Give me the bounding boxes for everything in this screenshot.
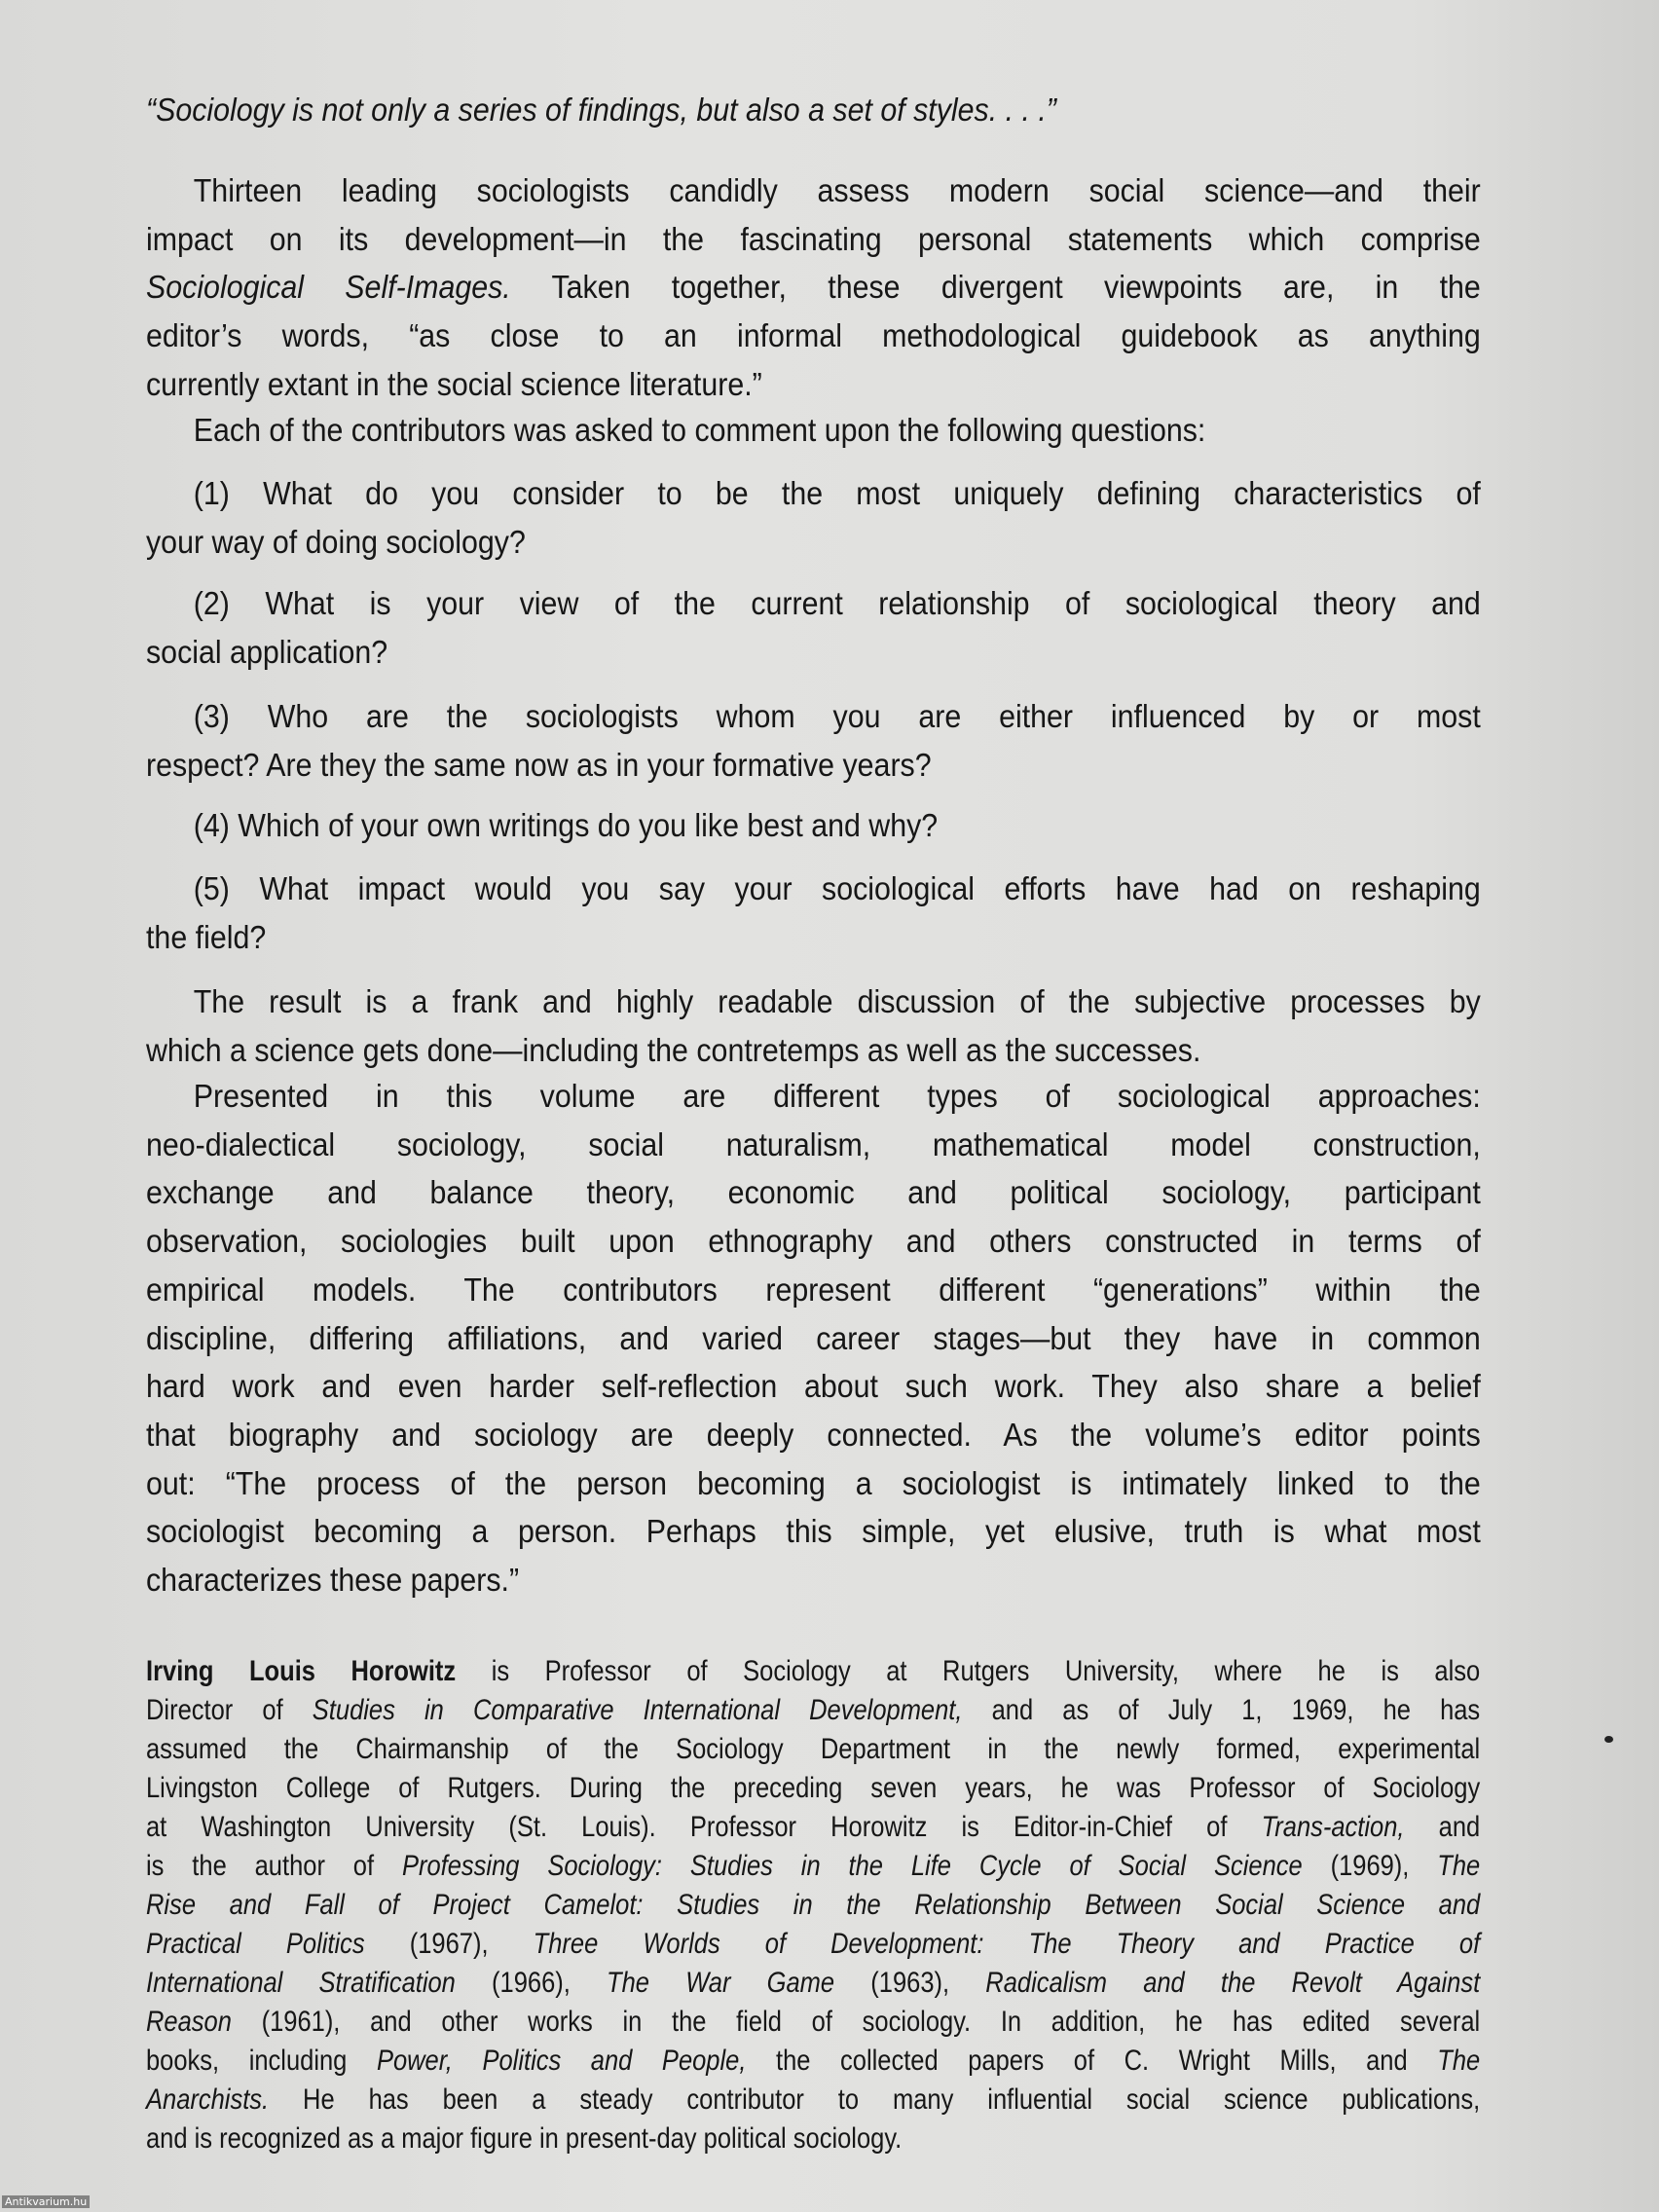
italic-title: “Sociology is not only a series of findings, but also a set of styles. . . .” [146, 92, 1056, 128]
text-run: editor’s words, “as close to an informal methodological guidebook as anything [146, 317, 1481, 354]
text-run: assumed the Chairmanship of the Sociology Department in the newly formed, experimental [146, 1733, 1481, 1765]
text-run: the field? [146, 918, 267, 955]
text-run: and is recognized as a major figure in present-day political sociology. [146, 2122, 903, 2155]
text-line [146, 628, 1481, 677]
text-line [146, 977, 1481, 1026]
text-run: empirical models. The contributors represent different “generations” within the [146, 1271, 1481, 1308]
paragraph [146, 579, 1481, 676]
text-line [146, 579, 1481, 628]
epigraph-quote [146, 86, 1481, 134]
text-line [146, 518, 1481, 567]
text-line [146, 312, 1481, 360]
italic-title: Power, Politics and People, [376, 2045, 747, 2077]
italic-title: Trans-action, [1261, 1811, 1405, 1843]
text-line [146, 1652, 1480, 1691]
text-line [146, 1072, 1481, 1121]
text-line [146, 1362, 1481, 1411]
italic-title: Reason [146, 2006, 232, 2038]
text-line [146, 263, 1481, 312]
author-bio [146, 1652, 1480, 2158]
text-run: social application? [146, 633, 388, 670]
text-run: Thirteen leading sociologists candidly assess modern social science—and their [193, 172, 1481, 208]
text-run: observation, sociologies built upon ethnography and others constructed in terms of [146, 1223, 1481, 1260]
text-run: The result is a frank and highly readable discussion of the subjective processes by [193, 983, 1481, 1019]
text-line [146, 1217, 1481, 1266]
text-line [146, 692, 1481, 741]
text-run: hard work and even harder self-reflection about such work. They also share a belief [146, 1368, 1481, 1405]
text-run: and [1404, 1811, 1481, 1843]
text-line [146, 913, 1481, 962]
text-run: impact on its development—in the fascinating personal statements which comprise [146, 220, 1481, 257]
text-run: Each of the contributors was asked to comment upon the following questions: [193, 412, 1206, 448]
text-run: the collected papers of C. Wright Mills, and [746, 2045, 1438, 2077]
text-line [146, 1556, 1481, 1604]
italic-title: Studies in Comparative International Development, [312, 1694, 963, 1726]
text-run: is Professor of Sociology at Rutgers University, where he is also [456, 1655, 1481, 1687]
italic-title: Sociological Self-Images. [146, 269, 511, 306]
text-run: Presented in this volume are different types of sociological approaches: [193, 1078, 1481, 1114]
watermark: Antikvarium.hu [2, 2195, 90, 2208]
text-run: He has been a steady contributor to many influential social science publications, [269, 2083, 1481, 2116]
text-run: currently extant in the social science literature.” [146, 365, 762, 402]
text-line [146, 1730, 1480, 1769]
paragraph [146, 865, 1481, 961]
text-line [146, 1411, 1481, 1459]
text-line [146, 1026, 1481, 1075]
text-line [146, 215, 1481, 264]
text-line [146, 86, 1481, 134]
text-line [146, 166, 1481, 215]
italic-title: Professing Sociology: Studies in the Life Cycle of Social Science [401, 1850, 1303, 1882]
text-line [146, 469, 1481, 518]
text-run: sociologist becoming a person. Perhaps this simple, yet elusive, truth is what most [146, 1513, 1481, 1550]
paragraph [146, 406, 1481, 455]
paragraph [146, 469, 1481, 566]
paragraph [146, 166, 1481, 409]
text-line [146, 1459, 1481, 1508]
text-run: and as of July 1, 1969, he has [962, 1694, 1481, 1726]
text-line [146, 2120, 1480, 2158]
text-run: books, including [146, 2045, 377, 2077]
text-run: your way of doing sociology? [146, 523, 526, 560]
text-line [146, 801, 1481, 850]
text-run: out: “The process of the person becoming a sociologist is intimately linked to the [146, 1464, 1481, 1501]
text-line [146, 1886, 1480, 1925]
italic-title: The [1437, 2045, 1481, 2077]
text-run: (1) What do you consider to be the most uniquely defining characteristics of [193, 475, 1481, 511]
text-line [146, 1808, 1480, 1847]
text-run: respect? Are they the same now as in your formative years? [146, 746, 932, 783]
italic-title: The War Game [607, 1967, 835, 1999]
paragraph [146, 1072, 1481, 1604]
text-line [146, 1964, 1480, 2003]
paragraph [146, 692, 1481, 789]
text-run: discipline, differing affiliations, and varied career stages—but they have in common [146, 1319, 1481, 1356]
text-run: is the author of [146, 1850, 402, 1882]
text-run: characterizes these papers.” [146, 1562, 520, 1599]
text-line [146, 406, 1481, 455]
text-run: (4) Which of your own writings do you like best and why? [193, 807, 939, 843]
ink-speck [1604, 1736, 1613, 1743]
text-run: exchange and balance theory, economic and political sociology, participant [146, 1174, 1481, 1211]
text-line [146, 1507, 1481, 1556]
text-run: (1967), [364, 1928, 534, 1960]
text-line [146, 1691, 1480, 1730]
paragraph [146, 977, 1481, 1074]
text-run: neo-dialectical sociology, social naturalism, mathematical model construction, [146, 1125, 1481, 1162]
text-line [146, 2003, 1480, 2042]
text-run: (1963), [834, 1967, 986, 1999]
text-line [146, 1266, 1481, 1314]
text-run: Director of [146, 1694, 313, 1726]
italic-title: Rise and Fall of Project Camelot: Studies in the Relationship Between Social Science and [146, 1889, 1481, 1921]
text-line [146, 1121, 1481, 1169]
italic-title: Practical Politics [146, 1928, 365, 1960]
text-line [146, 1168, 1481, 1217]
text-run: that biography and sociology are deeply connected. As the volume’s editor points [146, 1416, 1481, 1453]
text-run: at Washington University (St. Louis). Professor Horowitz is Editor-in-Chief of [146, 1811, 1262, 1843]
text-line [146, 865, 1481, 913]
text-line [146, 741, 1481, 790]
text-line [146, 2081, 1480, 2120]
text-run: Livingston College of Rutgers. During the preceding seven years, he was Professor of Sociology [146, 1772, 1481, 1804]
text-run: (1966), [455, 1967, 608, 1999]
italic-title: International Stratification [146, 1967, 456, 1999]
text-line [146, 1925, 1480, 1964]
author-name: Irving Louis Horowitz [146, 1655, 457, 1687]
text-run: (2) What is your view of the current relationship of sociological theory and [193, 585, 1481, 621]
text-run: (1969), [1302, 1850, 1438, 1882]
text-run: which a science gets done—including the contretemps as well as the successes. [146, 1031, 1201, 1068]
italic-title: The [1437, 1850, 1481, 1882]
text-line [146, 1314, 1481, 1363]
text-run: Taken together, these divergent viewpoints are, in the [510, 269, 1481, 306]
italic-title: Anarchists. [146, 2083, 270, 2116]
italic-title: Three Worlds of Development: The Theory and Practice of [533, 1928, 1481, 1960]
text-line [146, 1769, 1480, 1808]
text-line [146, 1847, 1480, 1886]
paragraph [146, 801, 1481, 850]
text-run: (5) What impact would you say your sociological efforts have had on reshaping [193, 870, 1481, 906]
text-line [146, 2042, 1480, 2081]
text-line [146, 360, 1481, 409]
italic-title: Radicalism and the Revolt Against [985, 1967, 1481, 1999]
text-run: (1961), and other works in the field of sociology. In addition, he has edited several [231, 2006, 1481, 2038]
text-run: (3) Who are the sociologists whom you are either influenced by or most [193, 698, 1481, 734]
